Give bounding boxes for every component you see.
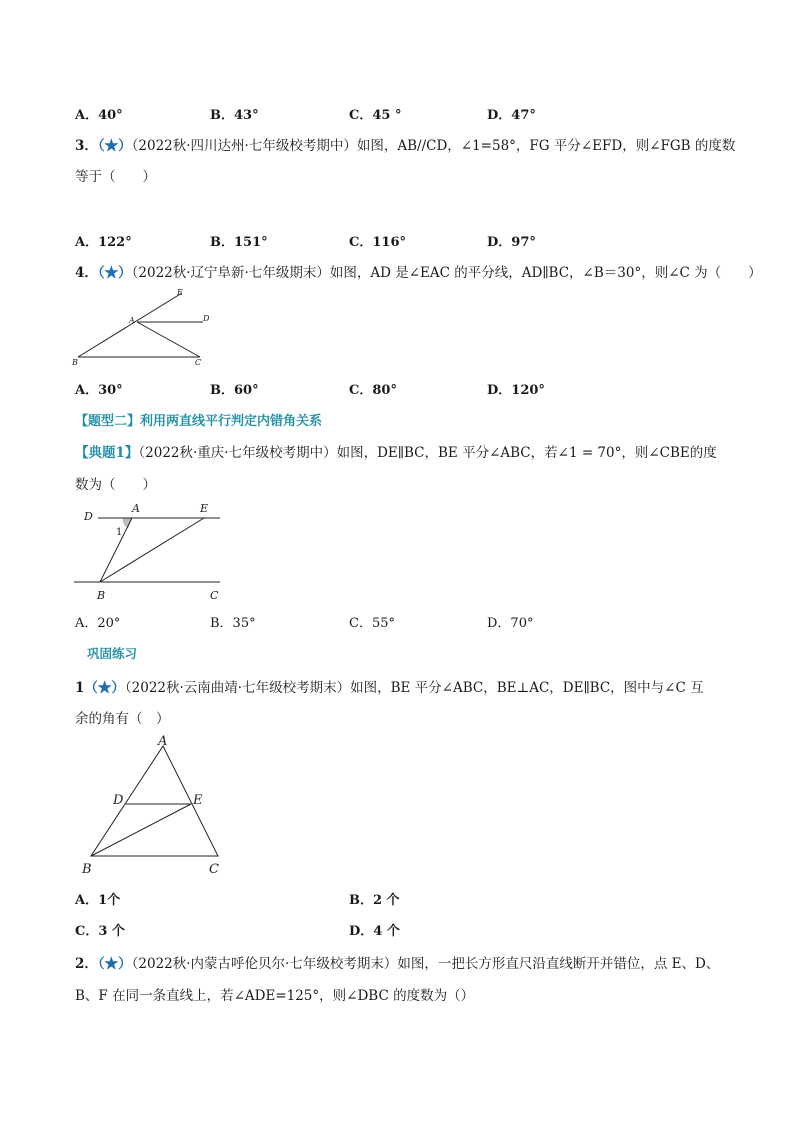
- practice-2-text: （2022秋·内蒙古呼伦贝尔·七年级校考期末）如图，一把长方形直尺沿直线断开并错位，点 E、D、: [131, 956, 720, 972]
- question-4-line-1: [75, 261, 762, 281]
- star-icon: （★）: [97, 956, 132, 972]
- practice-2-line-1: [75, 952, 719, 972]
- q4-option-a: A．30°: [75, 383, 123, 398]
- question-3-text: （2022秋·四川达州·七年级校考期中）如图，AB//CD，∠1=58°，FG 平分∠EFD，则∠FGB 的度数: [131, 138, 736, 154]
- q2-option-b: B．43°: [210, 108, 259, 123]
- star-icon: （★）: [84, 680, 125, 696]
- q4-option-c: C．80°: [349, 383, 397, 398]
- question-3-line-1: [75, 134, 735, 154]
- label-b: B: [82, 862, 92, 877]
- practice-title: 巩固练习: [87, 646, 138, 661]
- label-c: C: [210, 589, 219, 602]
- section-title: 【题型二】利用两直线平行判定内错角关系: [75, 414, 323, 429]
- q3-option-c: C．116°: [349, 235, 406, 250]
- practice-1-number: 1: [75, 680, 85, 696]
- q3-option-a: A．122°: [75, 235, 132, 250]
- example-1-option-c: C．55°: [349, 616, 395, 631]
- label-e: E: [200, 502, 209, 515]
- question-4-text: （2022秋·辽宁阜新·七年级期末）如图，AD 是∠EAC 的平分线，AD∥BC，∠B＝30°，则∠C 为（ ）: [131, 265, 762, 281]
- example-1-line-1: [75, 441, 717, 461]
- label-c: C: [195, 358, 202, 367]
- q4-option-d: D．120°: [487, 383, 545, 398]
- star-icon: （★）: [97, 138, 132, 154]
- practice-1-line-2: 余的角有（ ）: [75, 711, 170, 727]
- label-d: D: [113, 793, 124, 808]
- example-1-figure: [74, 498, 224, 602]
- practice-1-option-a: A．1个: [75, 893, 121, 908]
- example-1-text: （2022秋·重庆·七年级校考期中）如图，DE∥BC，BE 平分∠ABC，若∠1 = 70°，则∠CBE的度: [138, 445, 717, 461]
- example-1-option-a: A．20°: [75, 616, 121, 631]
- q3-option-d: D．97°: [487, 235, 536, 250]
- label-d: D: [84, 510, 93, 523]
- example-1-option-d: D．70°: [487, 616, 534, 631]
- practice-1-text: （2022秋·云南曲靖·七年级校考期末）如图，BE 平分∠ABC，BE⊥AC，DE∥BC，图中与∠C 互: [124, 680, 704, 696]
- practice-1-option-b: B．2 个: [349, 893, 400, 908]
- q2-option-c: C．45 °: [349, 108, 402, 123]
- q2-option-a: A．40°: [75, 108, 123, 123]
- star-icon: （★）: [97, 265, 132, 281]
- question-4-number: 4．: [75, 265, 98, 281]
- label-a: A: [129, 316, 135, 325]
- example-tag: 【典题1】: [75, 445, 139, 461]
- practice-1-line-1: [75, 676, 704, 696]
- label-e: E: [177, 288, 183, 297]
- question-3-number: 3．: [75, 138, 98, 154]
- example-1-option-b: B．35°: [210, 616, 256, 631]
- practice-1-option-c: C．3 个: [75, 924, 125, 939]
- example-1-line-2: 数为（ ）: [75, 477, 156, 493]
- line-b-e: [78, 293, 182, 357]
- q3-option-b: B．151°: [210, 235, 268, 250]
- question-4-figure: [70, 285, 230, 370]
- label-c: C: [209, 862, 219, 877]
- q4-option-b: B．60°: [210, 383, 259, 398]
- line-a-c: [137, 322, 200, 357]
- label-b: B: [97, 589, 106, 602]
- practice-1-figure: [78, 732, 228, 880]
- practice-1-option-d: D．4 个: [349, 924, 400, 939]
- line-b-e: [91, 804, 191, 856]
- practice-2-number: 2．: [75, 956, 98, 972]
- label-d: D: [203, 314, 210, 323]
- question-3-line-2: 等于（ ）: [75, 169, 156, 185]
- label-a: A: [132, 502, 140, 515]
- practice-2-line-2: B、F 在同一条直线上，若∠ADE=125°，则∠DBC 的度数为（）: [75, 988, 475, 1004]
- label-a: A: [158, 734, 168, 749]
- label-angle-1: 1: [116, 527, 123, 538]
- label-e: E: [193, 793, 203, 808]
- q2-option-d: D．47°: [487, 108, 536, 123]
- label-b: B: [72, 358, 78, 367]
